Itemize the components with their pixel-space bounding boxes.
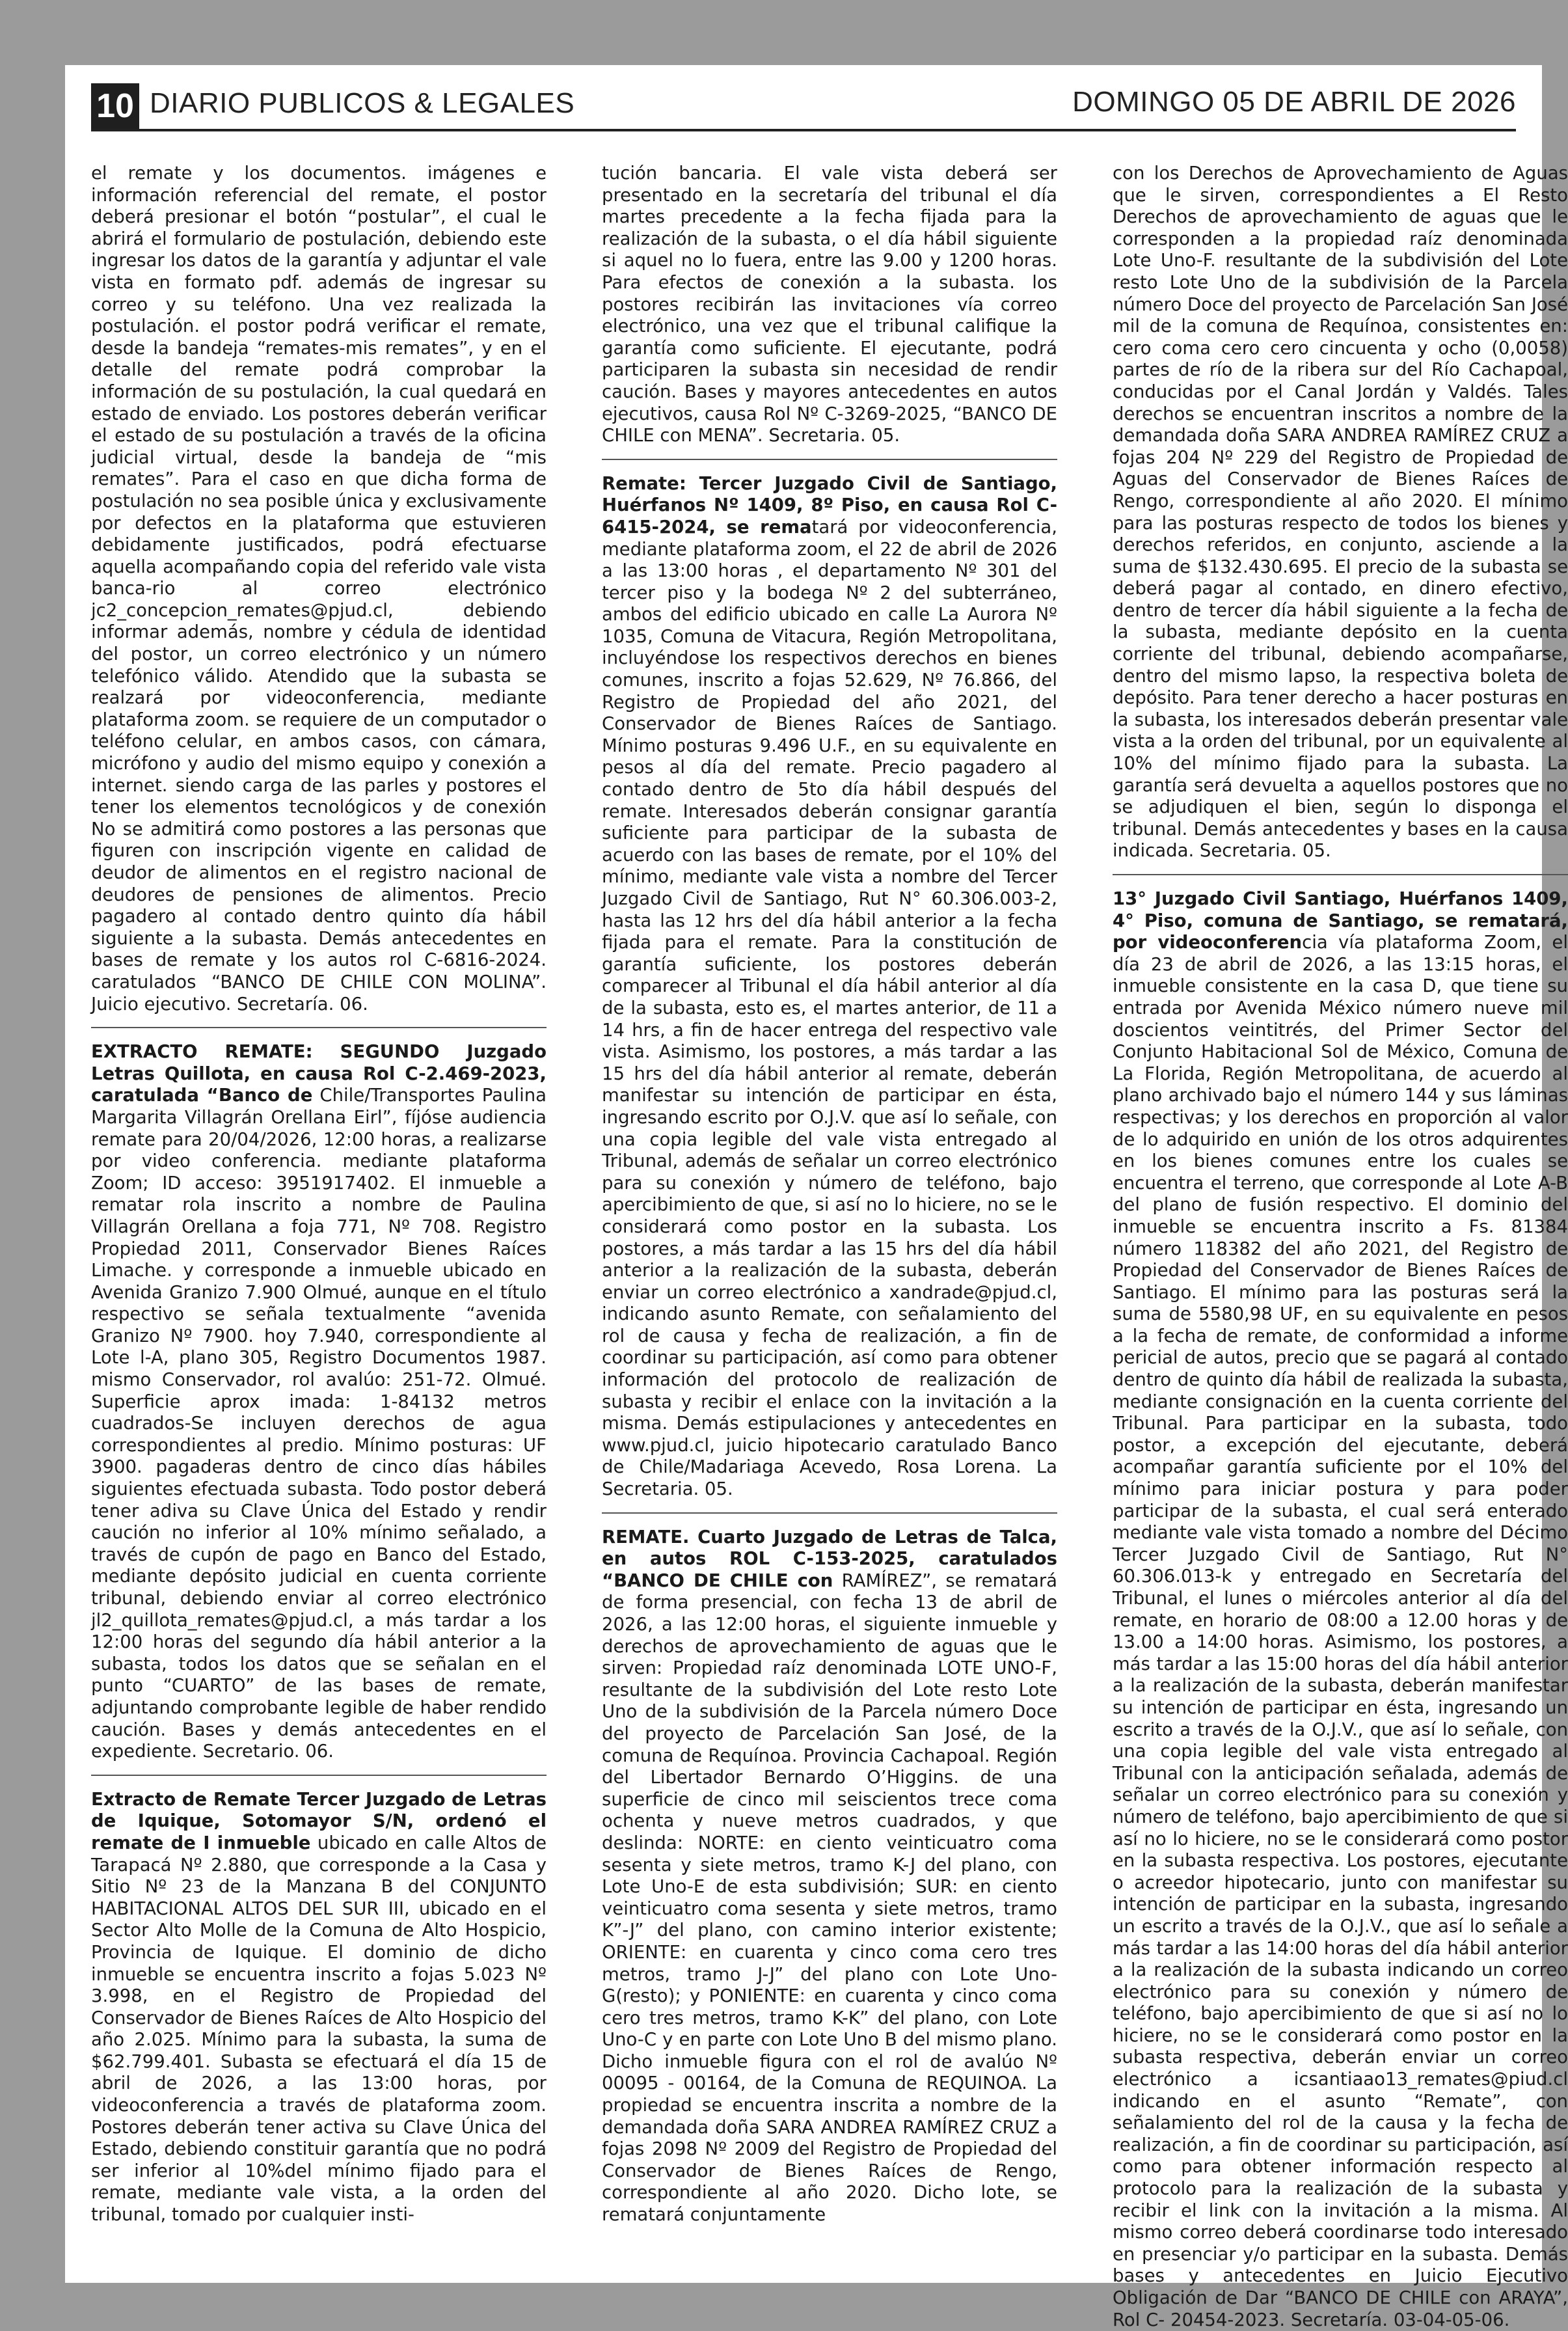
column-1 (91, 163, 547, 2270)
notice-continuation: tución bancaria. El vale vista deberá ser presentado en la secretaría del tribunal el día martes precedente a la fecha fijada para la realización de la subasta, o el día hábil siguiente si aquel no lo fuera, entre las 9.00 y 1200 horas. Para efectos de conexión a la subasta. los postores recibirán las invitaciones vía correo electrónico, una vez que el tribunal califique la garantía como suficiente. El ejecutante, podrá participaren la subasta sin necesidad de rendir caución. Bases y mayores antecedentes en autos ejecutivos, causa Rol Nº C-3269-2025, “BANCO DE CHILE con MENA”. Secretaria. 05. (602, 163, 1057, 446)
notice-santiago-3 (602, 473, 1057, 1501)
divider (91, 1775, 547, 1776)
divider (602, 459, 1057, 460)
newspaper-title: DIARIO PUBLICOS & LEGALES (150, 87, 575, 119)
notice-santiago-13 (1113, 888, 1568, 2331)
notice-continuation: con los Derechos de Aprovechamiento de Aguas que le sirven, correspondientes a El Resto Derechos de aprovechamiento de aguas que le corresponden a la propiedad raíz denominada Lote Uno-F. resultante de la subdivisión del Lote resto Lote Uno de la subdivisión de la Parcela número Doce del proyecto de Parcelación San José mil de la comuna de Requínoa, consistentes en: cero coma cero cero cincuenta y ocho (0,0058) partes de río de la ribera sur del Río Cachapoal, conducidas por el Canal Jordán y Valdés. Tales derechos se encuentran inscritos a nombre de la demandada doña SARA ANDREA RAMÍREZ CRUZ a fojas 204 Nº 229 del Registro de Propiedad de Aguas del Conservador de Bienes Raíces de Rengo, correspondiente al año 2020. El mínimo para las posturas respecto de todos los bienes y derechos referidos, en conjunto, asciende a la suma de $132.430.695. El precio de la subasta se deberá pagar al contado, en dinero efectivo, dentro de tercer día hábil siguiente a la fecha de la subasta, mediante depósito en la cuenta corriente del tribunal, debiendo acompañarse, dentro del mismo lapso, la respectiva boleta de depósito. Para tener derecho a hacer posturas en la subasta, los interesados deberán presentar vale vista a la orden del tribunal, por un equivalente al 10% del mínimo fijado para la subasta. La garantía será devuelta a aquellos postores que no se adjudiquen el bien, según lo disponga el tribunal. Demás antecedentes y bases en la causa indicada. Secretaria. 05. (1113, 163, 1568, 862)
page-header (91, 83, 1516, 131)
notice-heading: 13° Juzgado Civil Santiago, Huérfanos 1409, 4° Piso, comuna de Santiago, se rematará, por videoconferen (1113, 888, 1568, 953)
notice-heading: REMATE. Cuarto Juzgado de Letras de Talca, en autos ROL C-153-2025, caratulados “BANCO DE CHILE con (602, 1526, 1057, 1591)
divider (602, 1512, 1057, 1514)
notice-continuation: el remate y los documentos. imágenes e información referencial del remate, el postor deberá presionar el botón “postular”, el cual le abrirá el formulario de postulación, debiendo este ingresar los datos de la garantía y adjuntar el vale vista en formato pdf. además de ingresar su correo y su teléfono. Una vez realizada la postulación. el postor podrá verificar el remate, desde la bandeja “remates-mis remates”, y en el detalle del remate podrá comprobar la información de su postulación, la cual quedará en estado de enviado. Los postores deberán verificar el estado de su postulación a través de la oficina judicial virtual, desde la bandeja de “mis remates”. Para el caso en que dicha forma de postulación no sea posible única y exclusivamente por defectos en la plataforma que estuvieren debidamente justificados, podrá efectuarse aquella acompañando copia del referido vale vista banca-rio al correo electrónico jc2_concepcion_remates@pjud.cl, debiendo informar además, nombre y cédula de identidad del postor, un correo electrónico y un número telefónico válido. Atendido que la subasta se realzará por videoconferencia, mediante plataforma zoom. se requiere de un computador o teléfono celular, en ambos casos, con cámara, micrófono y audio del mismo equipo y conexión a internet. siendo carga de las parles y postores el tener los elementos tecnológicos y de conexión No se admitirá como postores a las personas que figuren con inscripción vigente en calidad de deudor de alimentos en el registro nacional de deudores de pensiones de alimentos. Precio pagadero al contado dentro quinto día hábil siguiente a la subasta. Demás antecedentes en bases de remate y los autos rol C-6816-2024. caratulados “BANCO DE CHILE CON MOLINA”. Juicio ejecutivo. Secretaría. 06. (91, 163, 547, 1015)
columns (91, 163, 1568, 2330)
notice-body: tará por videoconferencia, mediante plataforma zoom, el 22 de abril de 2026 a las 13:00 horas , el departamento Nº 301 del tercer piso y la bodega Nº 2 del subterráneo, ambos del edificio ubicado en calle La Aurora Nº 1035, Comuna de Vitacura, Región Metropolitana, incluyéndose los respectivos derechos en bienes comunes, inscrito a fojas 52.629, Nº 76.866, del Registro de Propiedad del año 2021, del Conservador de Bienes Raíces de Santiago. Mínimo posturas 9.496 U.F., en su equivalente en pesos al día del remate. Precio pagadero al contado dentro de 5to día hábil después del remate. Interesados deberán consignar garantía suficiente para participar de la subasta de acuerdo con las bases de remate, por el 10% del mínimo, mediante vale vista a nombre del Tercer Juzgado Civil de Santiago, Rut N° 60.306.003-2, hasta las 12 hrs del día hábil anterior a la fecha fijada para el remate. Para la constitución de garantía suficiente, los postores deberán comparecer al Tribunal el día hábil anterior al día de la subasta, esto es, el martes anterior, de 11 a 14 hrs, a fin de hacer entrega del respectivo vale vista. Asimismo, los postores, a más tardar a las 15 hrs del día hábil anterior al remate, deberán manifestar su intención de participar en ésta, ingresando escrito por O.J.V. que así lo señale, con una copia legible del vale vista entregado al Tribunal, además de señalar un correo electrónico para su conexión y número de teléfono, bajo apercibimiento de que, si así no lo hiciere, no se le considerará como postor en la subasta. Los postores, a más tardar a las 15 hrs del día hábil anterior a la realización de la subasta, deberán enviar un correo electrónico a xandrade@pjud.cl, indicando asunto Remate, con señalamiento del rol de causa y fecha de realización, a fin de coordinar su participación, así como para obtener información del protocolo de realización de subasta y recibir el enlace con la invitación a la misma. Demás estipulaciones y antecedentes en www.pjud.cl, juicio hipotecario caratulado Banco de Chile/Madariaga Acevedo, Rosa Lorena. La Secretaria. 05. (602, 516, 1058, 1500)
notice-body: cia vía plataforma Zoom, el día 23 de abril de 2026, a las 13:15 horas, el inmueble consistente en la casa D, que tiene su entrada por Avenida México número nueve mil doscientos veintitrés, del Primer Sector del Conjunto Habitacional Sol de México, Comuna de La Florida, Región Metropolitana, de acuerdo al plano archivado bajo el número 144 y sus láminas respectivas; y los derechos en proporción al valor de lo adquirido en unión de los otros adquirentes en los bienes comunes entre los cuales se encuentra el terreno, que corresponde al Lote A-B del plano de fusión respectivo. El dominio del inmueble se encuentra inscrito a Fs. 81384 número 118382 del año 2021, del Registro de Propiedad del Conservador de Bienes Raíces de Santiago. El mínimo para las posturas será la suma de 5580,98 UF, en su equivalente en pesos a la fecha de remate, de conformidad a informe pericial de autos, precio que se pagará al contado dentro de quinto día hábil de realizada la subasta, mediante consignación en la cuenta corriente del Tribunal. Para participar en la subasta, todo postor, a excepción del ejecutante, deberá acompañar garantía suficiente por el 10% del mínimo para iniciar postura y para poder participar de la subasta, el cual será enterado mediante vale vista tomado a nombre del Décimo Tercer Juzgado Civil de Santiago, Rut N° 60.306.013-k y entregado en Secretaría del Tribunal, el lunes o miércoles anterior al día del remate, en horario de 08:00 a 12.00 horas y de 13.00 a 14:00 horas. Asimismo, los postores, a más tardar a las 15:00 horas del día hábil anterior a la realización de la subasta, deberán manifestar su intención de participar en ésta, ingresando un escrito a través de la O.J.V., que así lo señale, con una copia legible del vale vista entregado al Tribunal con la anticipación señalada, además de señalar un correo electrónico para su conexión y número de teléfono, bajo apercibimiento de que si así no lo hiciere, no se le considerará como postor en la subasta respectiva. Los postores, ejecutante o acreedor hipotecario, junto con manifestar su intención de participar en la subasta, ingresando un escrito a través de la O.J.V., que así lo señale a más tardar a las 14:00 horas del día hábil anterior a la realización de la subasta indicando un correo electrónico para su conexión y número de teléfono, bajo apercibimiento de que si así no lo hiciere, no se le considerará como postor en la subasta respectiva, deberán enviar un correo electrónico a icsantiaao13_remates@piud.cl indicando en el asunto “Remate”, con señalamiento del rol de la causa y la fecha de realización, a fin de coordinar su participación, así como para obtener información respecto al protocolo para la realización de la subasta y recibir el link con la invitación a la misma. Al mismo correo deberá coordinarse todo interesado en presenciar y/o participar en la subasta. Demás bases y antecedentes en Juicio Ejecutivo Obligación de Dar “BANCO DE CHILE con ARAYA”, Rol C- 20454-2023. Secretaría. 03-04-05-06. (1113, 932, 1568, 2330)
notice-body: RAMÍREZ”, se rematará de forma presencial, con fecha 13 de abril de 2026, a las 12:00 horas, el siguiente inmueble y derechos de aprovechamiento de aguas que le sirven: Propiedad raíz denominada LOTE UNO-F, resultante de la subdivisión del Lote resto Lote Uno de la subdivisión de la Parcela número Doce del proyecto de Parcelación San José, de la comuna de Requínoa. Provincia Cachapoal. Región del Libertador Bernardo O’Higgins. de una superficie de cinco mil seiscientos trece coma ochenta y nueve metros cuadrados, y que deslinda: NORTE: en ciento veinticuatro coma sesenta y siete metros, tramo K-J del plano, con Lote Uno-E de esta subdivisión; SUR: en ciento veinticuatro coma sesenta y siete metros, tramo K”-J” del plano, con camino interior existente; ORIENTE: en cuarenta y cinco coma cero tres metros, tramo J-J” del plano con Lote Uno-G(resto); y PONIENTE: en cuarenta y cinco coma cero tres metros, tramo K-K” del plano, con Lote Uno-C y en parte con Lote Uno B del mismo plano. Dicho inmueble figura con el rol de avalúo Nº 00095 - 00164, de la Comuna de REQUINOA. La propiedad se encuentra inscrita a nombre de la demandada doña SARA ANDREA RAMÍREZ CRUZ a fojas 2098 Nº 2009 del Registro de Propiedad del Conservador de Bienes Raíces de Rengo, correspondiente al año 2020. Dicho lote, se rematará conjuntamente (602, 1570, 1057, 2226)
notice-body: Chile/Transportes Paulina Margarita Villagrán Orellana Eirl”, fíjóse audiencia remate para 20/04/2026, 12:00 horas, a realizarse por video conferencia. mediante plataforma Zoom; ID acceso: 3951917402. El inmueble a rematar rola inscrito a nombre de Paulina Villagrán Orellana a foja 771, Nº 708. Registro Propiedad 2011, Conservador Bienes Raíces Limache. y corresponde a inmueble ubicado en Avenida Granizo 7.900 Olmué, aunque en el título respectivo se señala textualmente “avenida Granizo Nº 7900. hoy 7.940, correspondiente al Lote l-A, plano 305, Registro Documentos 1987. mismo Conservador, rol avalúo: 251-72. Olmué. Superficie aprox imada: 1-84132 metros cuadrados-Se incluyen derechos de agua correspondientes al predio. Mínimo posturas: UF 3900. pagaderas dentro de cinco días hábiles siguientes efectuada subasta. Todo postor deberá tener adiva su Clave Única del Estado y rendir caución no inferior al 10% mínimo señalado, a través de cupón de pago en Banco del Estado, mediante depósito judicial en cuenta corriente tribunal, debiendo enviar al correo electrónico jl2_quillota_remates@pjud.cl, a más tardar a los 12:00 horas del segundo día hábil anterior a la subasta, todos los datos que se señalan en el punto “CUARTO” de las bases de remate, adjuntando comprobante legible de haber rendido caución. Bases y demás antecedentes en el expediente. Secretario. 06. (91, 1085, 547, 1762)
issue-date: DOMINGO 05 DE ABRIL DE 2026 (1072, 86, 1516, 118)
notice-body: ubicado en calle Altos de Tarapacá Nº 2.880, que corresponde a la Casa y Sitio Nº 23 de la Manzana B del CONJUNTO HABITACIONAL ALTOS DEL SUR III, ubicado en el Sector Alto Molle de la Comuna de Alto Hospicio, Provincia de Iquique. El dominio de dicho inmueble se encuentra inscrito a fojas 5.023 Nº 3.998, en el Registro de Propiedad del Conservador de Bienes Raíces de Alto Hospicio del año 2.025. Mínimo para la subasta, la suma de $62.799.401. Subasta se efectuará el día 15 de abril de 2026, a las 13:00 horas, por videoconferencia a través de plataforma zoom. Postores deberán tener activa su Clave Única del Estado, debiendo constituir garantía que no podrá ser inferior al 10%del mínimo fijado para el remate, mediante vale vista, a la orden del tribunal, tomado por cualquier insti- (91, 1832, 547, 2226)
notice-heading: EXTRACTO REMATE: SEGUNDO Juzgado Letras Quillota, en causa Rol C-2.469-2023, caratulada “Banco de (91, 1041, 547, 1106)
notice-iquique (91, 1789, 547, 2226)
column-2 (602, 163, 1057, 2270)
notice-quillota (91, 1041, 547, 1763)
column-3 (1113, 163, 1568, 2330)
page-number: 10 (91, 83, 139, 129)
notice-heading: Remate: Tercer Juzgado Civil de Santiago, Huérfanos Nº 1409, 8º Piso, en causa Rol C-6415-2024, se rema (602, 472, 1057, 538)
notice-talca (602, 1527, 1057, 2226)
notice-heading: Extracto de Remate Tercer Juzgado de Letras de Iquique, Sotomayor S/N, ordenó el remate de I inmueble (91, 1788, 547, 1853)
newspaper-page (65, 65, 1568, 2330)
divider (91, 1027, 547, 1028)
divider (1113, 874, 1568, 875)
